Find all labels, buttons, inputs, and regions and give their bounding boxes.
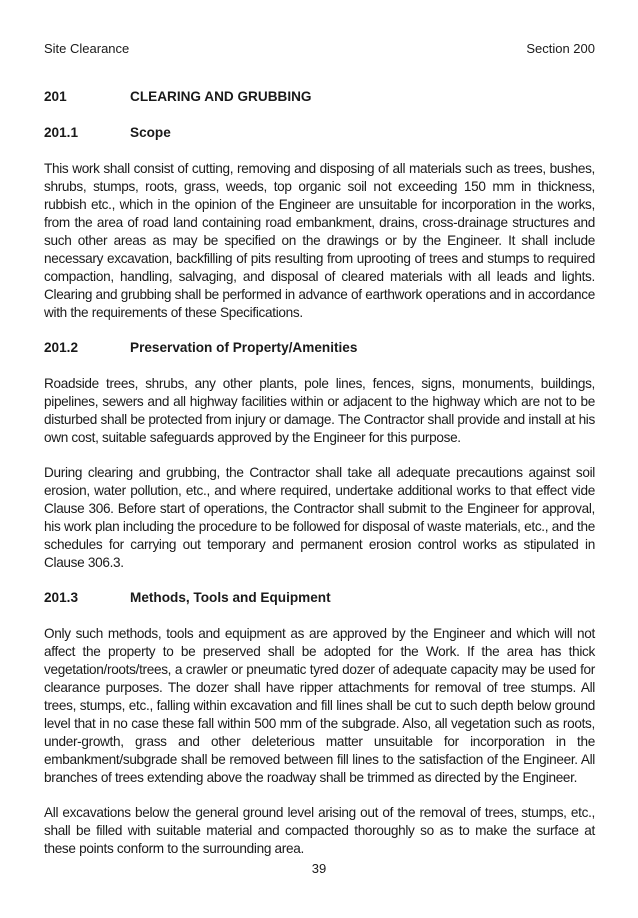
paragraph-scope: This work shall consist of cutting, removing and disposing of all materials such as trees, bushes, shrubs, stumps, roots, grass, weeds, top organic soil not exceeding 150 mm in thickness, rubbish etc., which in the opinion of the Engineer are unsuitable for incorporation in the works, from the area of road land containing road embankment, drains, cross-drainage structures and such other areas as may be specified on the drawings or by the Engineer. It shall include necessary excavation, backfilling of pits resulting from uprooting of trees and stumps to required compaction, handling, salvaging, and disposal of cleared materials with all leads and lights. Clearing and grubbing shall be performed in advance of earthwork operations and in accordance with the requirements of these Specifications. [44,161,595,320]
subsection-heading-201-2 [44,339,595,357]
running-header [44,40,595,58]
paragraph-preservation-2: During clearing and grubbing, the Contractor shall take all adequate precautions against soil erosion, water pollution, etc., and where required, undertake additional works to that effect vide Clause 306. Before start of operations, the Contractor shall submit to the Engineer for approval, his work plan including the procedure to be followed for disposal of waste materials, etc., and the schedules for carrying out temporary and permanent erosion control works as stipulated in Clause 306.3. [44,465,595,570]
header-section-label: Section 200 [526,41,595,56]
document-page [44,40,595,875]
section-title: CLEARING AND GRUBBING [130,89,312,104]
subsection-number: 201.2 [44,340,79,355]
paragraph-methods-2: All excavations below the general ground level arising out of the removal of trees, stumps, etc., shall be filled with suitable material and compacted thoroughly so as to make the surface at these points conform to the surrounding area. [44,805,595,856]
section-number: 201 [44,89,67,104]
subsection-title: Scope [130,125,171,140]
subsection-number: 201.1 [44,125,79,140]
subsection-title: Preservation of Property/Amenities [130,340,358,355]
subsection-heading-201-1 [44,124,595,142]
header-chapter-title: Site Clearance [44,41,130,56]
section-heading-201 [44,88,595,106]
subsection-title: Methods, Tools and Equipment [130,590,331,605]
subsection-heading-201-3 [44,589,595,607]
subsection-number: 201.3 [44,590,79,605]
paragraph-preservation-1: Roadside trees, shrubs, any other plants, pole lines, fences, signs, monuments, buildings, pipelines, sewers and all highway facilities within or adjacent to the highway which are not to be disturbed shall be protected from injury or damage. The Contractor shall provide and install at his own cost, suitable safeguards approved by the Engineer for this purpose. [44,376,595,445]
page-number: 39 [311,861,327,876]
paragraph-methods-1: Only such methods, tools and equipment as are approved by the Engineer and which will not affect the property to be preserved shall be adopted for the Work. If the area has thick vegetation/roots/trees, a crawler or pneumatic tyred dozer of adequate capacity may be used for clearance purposes. The dozer shall have ripper attachments for removal of tree stumps. All trees, stumps, etc., falling within excavation and fill lines shall be cut to such depth below ground level that in no case these fall within 500 mm of the subgrade. Also, all vegetation such as roots, under-growth, grass and other deleterious matter unsuitable for incorporation in the embankment/subgrade shall be removed between fill lines to the satisfaction of the Engineer. All branches of trees extending above the roadway shall be trimmed as directed by the Engineer. [44,626,595,785]
